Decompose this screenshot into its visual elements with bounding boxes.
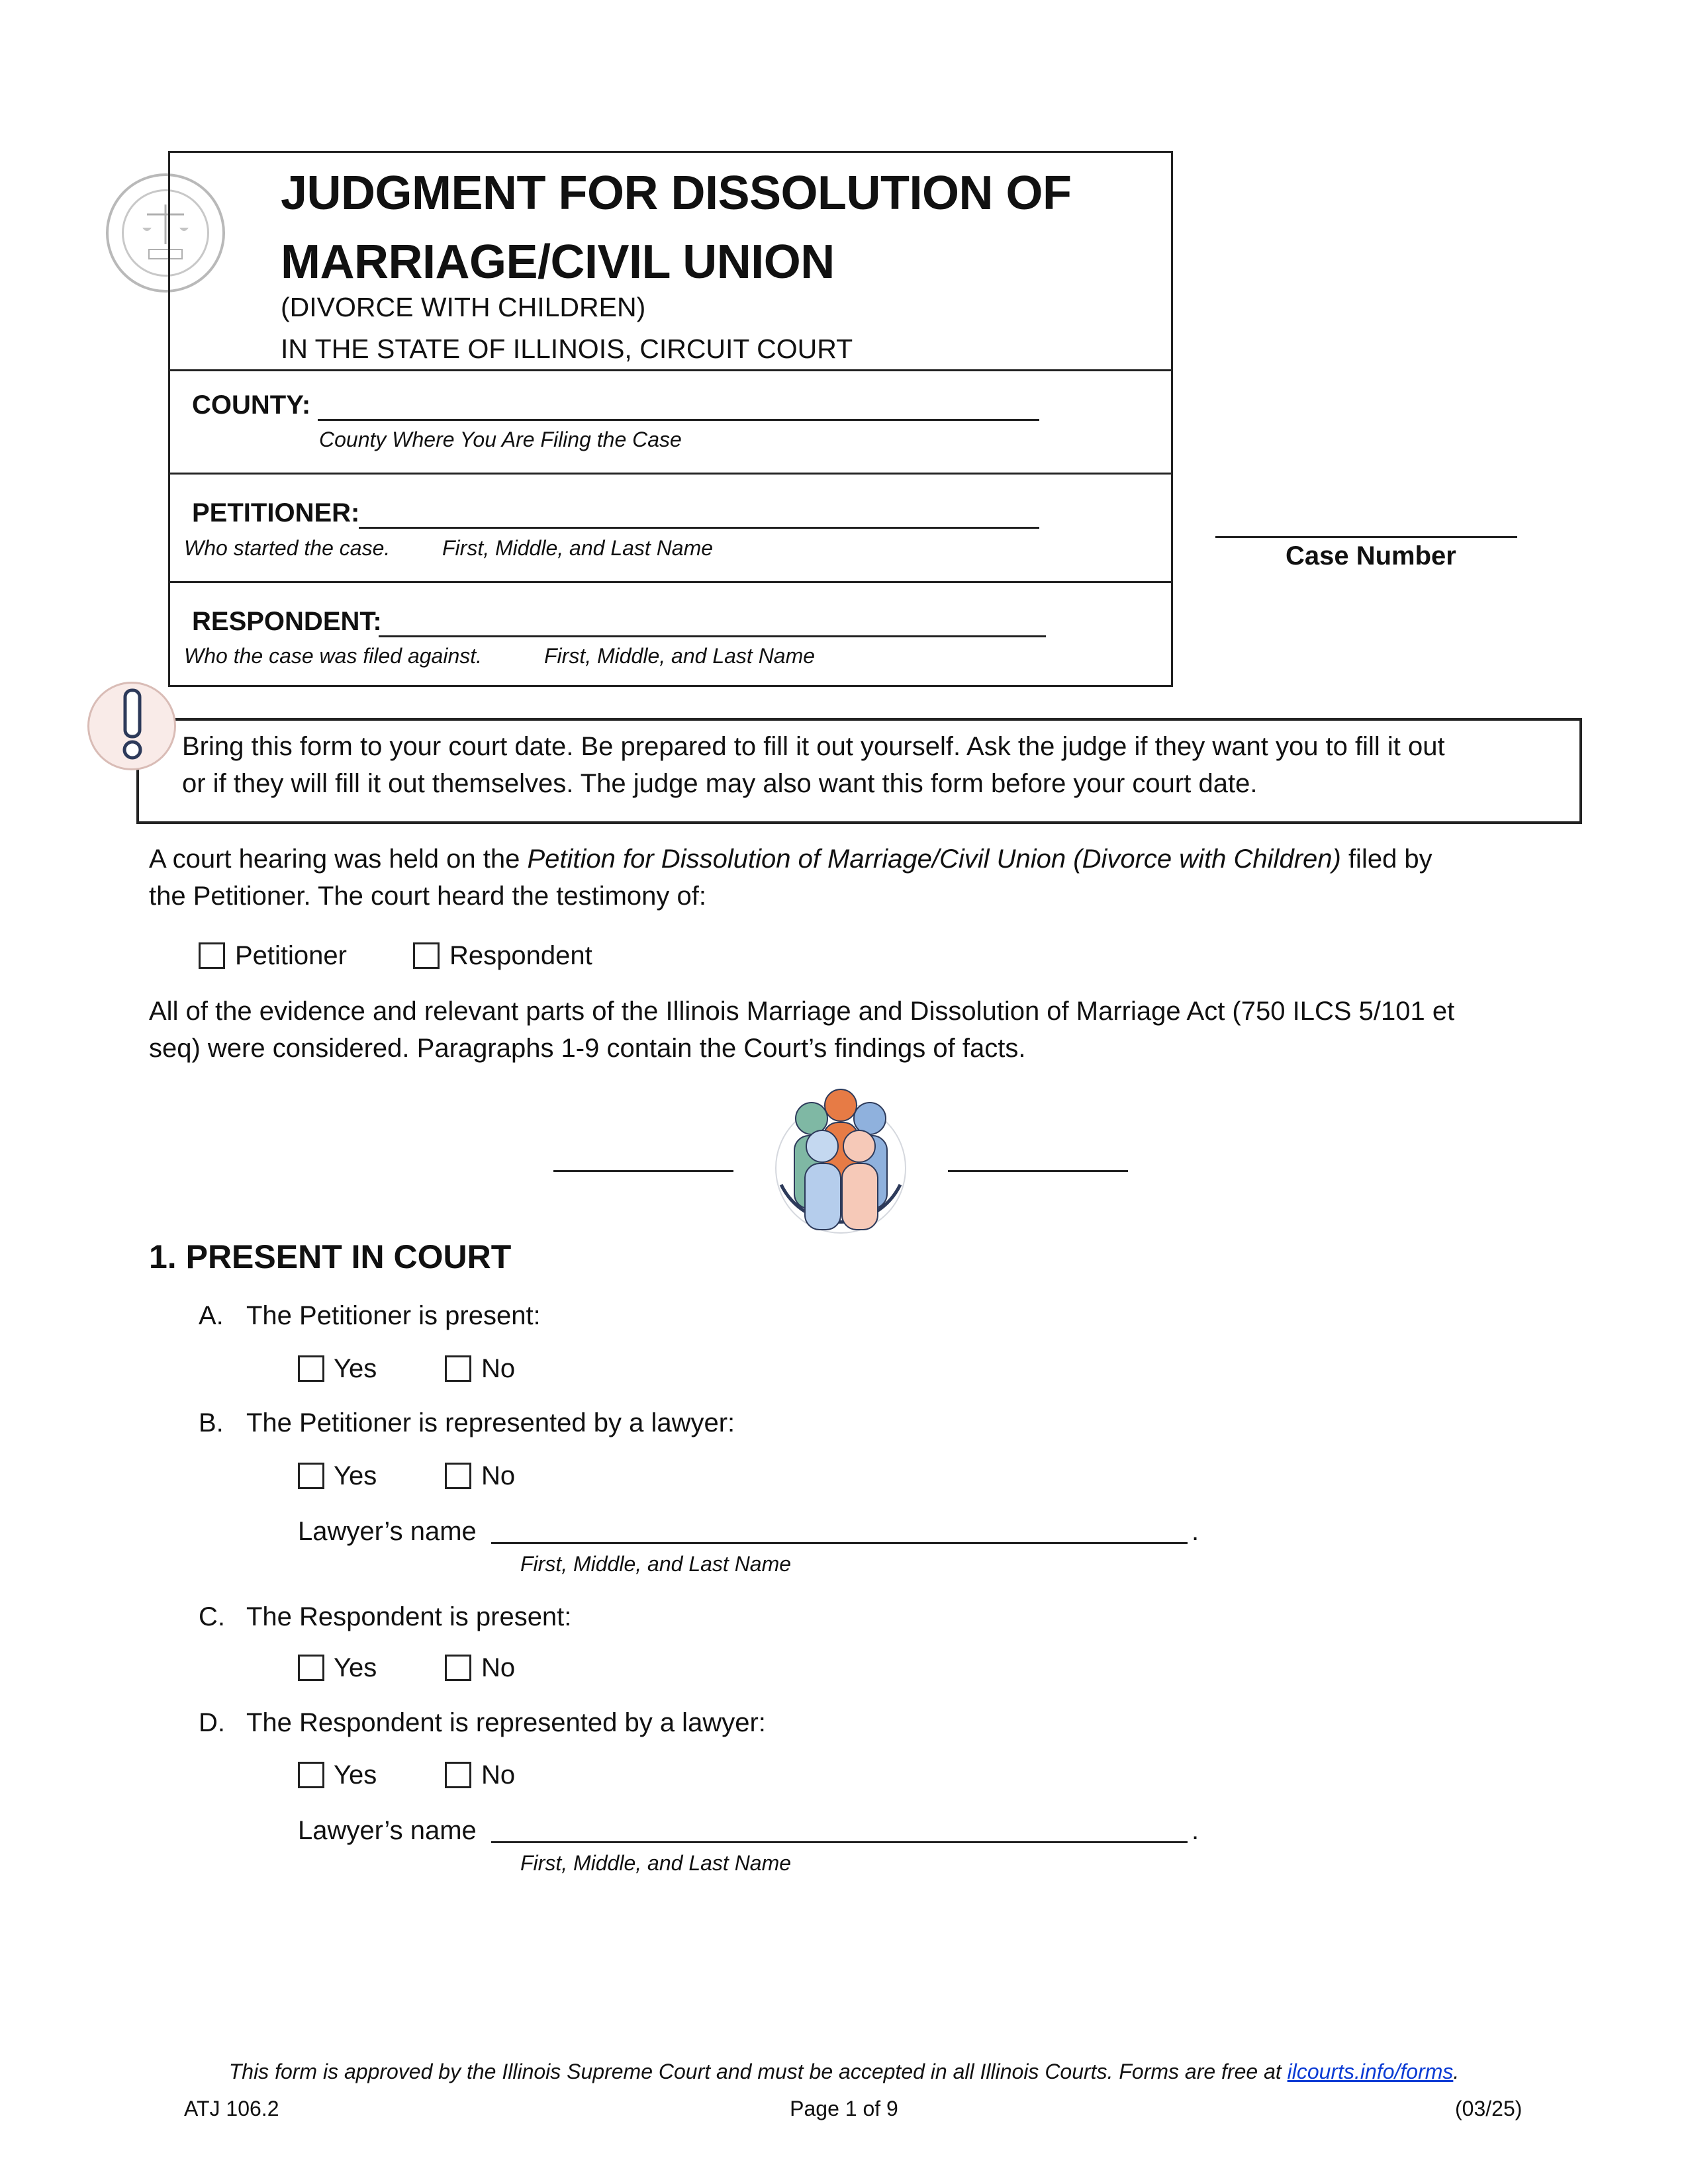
- respondent-lawyer-yes-label: Yes: [334, 1760, 377, 1790]
- item-a-letter: A.: [199, 1301, 224, 1330]
- court-name: IN THE STATE OF ILLINOIS, CIRCUIT COURT: [281, 334, 853, 364]
- item-c-text: The Respondent is present:: [246, 1602, 572, 1631]
- respondent-present-no-checkbox[interactable]: [445, 1655, 471, 1681]
- petitioner-lawyer-no-checkbox[interactable]: [445, 1463, 471, 1489]
- respondent-label: RESPONDENT:: [192, 607, 382, 636]
- respondent-hint: Who the case was filed against.: [184, 644, 483, 668]
- petitioner-lawyer-name-input[interactable]: [491, 1542, 1188, 1544]
- period: .: [1192, 1816, 1199, 1845]
- respondent-present-yes-checkbox[interactable]: [298, 1655, 324, 1681]
- petitioner-present-yes-checkbox[interactable]: [298, 1355, 324, 1382]
- respondent-lawyer-no-label: No: [481, 1760, 516, 1790]
- case-number-label: Case Number: [1286, 541, 1456, 570]
- intro-text-a: A court hearing was held on the: [149, 844, 528, 874]
- respondent-lawyer-name-label: Lawyer’s name: [298, 1816, 477, 1845]
- respondent-lawyer-yes-checkbox[interactable]: [298, 1762, 324, 1788]
- form-date: (03/25): [1455, 2097, 1523, 2120]
- decorative-rule-left: [553, 1170, 733, 1172]
- petitioner-lawyer-name-label: Lawyer’s name: [298, 1517, 477, 1546]
- item-d-text: The Respondent is represented by a lawyer:: [246, 1708, 766, 1737]
- decorative-rule-right: [948, 1170, 1128, 1172]
- item-b-text: The Petitioner is represented by a lawyer:: [246, 1408, 735, 1437]
- alert-icon: [87, 682, 176, 770]
- respondent-name-input[interactable]: [379, 635, 1046, 637]
- testimony-respondent-label: Respondent: [449, 941, 592, 970]
- petitioner-present-no-label: No: [481, 1354, 516, 1383]
- item-a-text: The Petitioner is present:: [246, 1301, 541, 1330]
- county-hint: County Where You Are Filing the Case: [319, 428, 682, 451]
- form-title-line-1: JUDGMENT FOR DISSOLUTION OF: [281, 167, 1072, 220]
- section-1-heading: 1. PRESENT IN COURT: [149, 1238, 512, 1275]
- item-d-letter: D.: [199, 1708, 225, 1737]
- testimony-respondent-checkbox[interactable]: [413, 942, 440, 969]
- period: .: [1192, 1517, 1199, 1546]
- family-people-icon: [768, 1085, 914, 1244]
- petitioner-lawyer-no-label: No: [481, 1461, 516, 1490]
- petitioner-present-no-checkbox[interactable]: [445, 1355, 471, 1382]
- petitioner-present-yes-label: Yes: [334, 1354, 377, 1383]
- item-b-letter: B.: [199, 1408, 224, 1437]
- respondent-lawyer-name-input[interactable]: [491, 1841, 1188, 1843]
- petitioner-lawyer-name-hint: First, Middle, and Last Name: [520, 1552, 792, 1576]
- page-number: Page 1 of 9: [790, 2097, 898, 2120]
- intro-paragraph-line-2: the Petitioner. The court heard the testimony of:: [149, 882, 706, 911]
- notice-line-1: Bring this form to your court date. Be prepared to fill it out yourself. Ask the judge if they want you to fill it out: [182, 732, 1445, 761]
- petitioner-lawyer-yes-checkbox[interactable]: [298, 1463, 324, 1489]
- respondent-present-yes-label: Yes: [334, 1653, 377, 1682]
- petitioner-name-hint: First, Middle, and Last Name: [442, 536, 714, 560]
- item-c-letter: C.: [199, 1602, 225, 1631]
- exclamation-icon: [89, 684, 174, 768]
- petitioner-lawyer-yes-label: Yes: [334, 1461, 377, 1490]
- form-subtitle: (DIVORCE WITH CHILDREN): [281, 292, 646, 322]
- respondent-name-hint: First, Middle, and Last Name: [544, 644, 816, 668]
- petitioner-label: PETITIONER:: [192, 498, 360, 527]
- petitioner-hint: Who started the case.: [184, 536, 391, 560]
- notice-line-2: or if they will fill it out themselves. The judge may also want this form before your court date.: [182, 769, 1258, 798]
- form-title: [281, 159, 1072, 296]
- footer-period: .: [1453, 2060, 1460, 2083]
- form-id: ATJ 106.2: [184, 2097, 279, 2120]
- county-input[interactable]: [318, 419, 1039, 421]
- form-title-line-2: MARRIAGE/CIVIL UNION: [281, 236, 835, 289]
- evidence-paragraph-line-1: All of the evidence and relevant parts of the Illinois Marriage and Dissolution of Marriage Act (750 ILCS 5/101 et: [149, 997, 1455, 1026]
- respondent-lawyer-no-checkbox[interactable]: [445, 1762, 471, 1788]
- divider: [170, 473, 1171, 475]
- evidence-paragraph-line-2: seq) were considered. Paragraphs 1-9 contain the Court’s findings of facts.: [149, 1034, 1026, 1063]
- respondent-present-no-label: No: [481, 1653, 516, 1682]
- case-number-input[interactable]: [1215, 536, 1517, 538]
- intro-paragraph-line-1: [149, 841, 1432, 878]
- divider: [170, 581, 1171, 583]
- footer-approval-text: This form is approved by the Illinois Supreme Court and must be accepted in all Illinois Courts. Forms are free at: [228, 2060, 1288, 2083]
- divider: [170, 369, 1171, 371]
- footer-approval: [0, 2060, 1688, 2084]
- testimony-petitioner-label: Petitioner: [235, 941, 347, 970]
- petition-title: Petition for Dissolution of Marriage/Civil Union (Divorce with Children): [527, 844, 1341, 874]
- petitioner-name-input[interactable]: [359, 527, 1039, 529]
- county-label: COUNTY:: [192, 390, 311, 420]
- respondent-lawyer-name-hint: First, Middle, and Last Name: [520, 1851, 792, 1875]
- testimony-petitioner-checkbox[interactable]: [199, 942, 225, 969]
- intro-text-b: filed by: [1340, 844, 1432, 874]
- forms-link[interactable]: ilcourts.info/forms: [1287, 2060, 1454, 2083]
